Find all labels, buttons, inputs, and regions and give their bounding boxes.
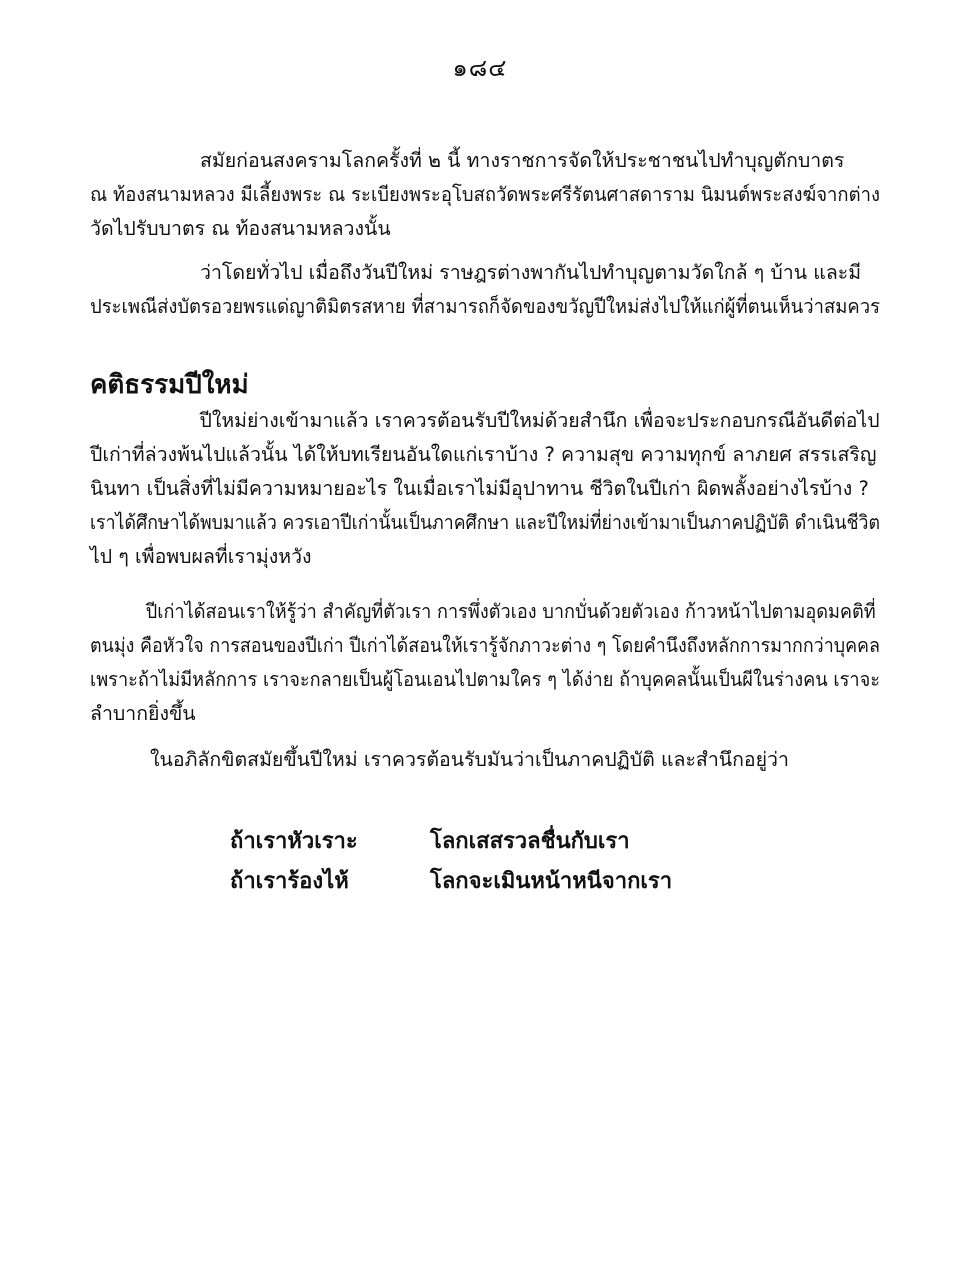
verse-line-left: ถ้าเราร้องไห้ (230, 869, 349, 894)
verse-block (230, 822, 790, 902)
paragraph-wartime-merit (90, 144, 880, 246)
paragraph-line: ปีเก่าได้สอนเราให้รู้ว่า สำคัญที่ตัวเรา การพึ่งตัวเอง บากบั่นด้วยตัวเอง ก้าวหน้าไปตามอุดมคติที่ (145, 600, 876, 623)
paragraph-line: นินทา เป็นสิ่งที่ไม่มีความหมายอะไร ในเมื่อเราไม่มีอุปาทาน ชีวิตในปีเก่า ผิดพลั้งอย่างไรบ้าง ? (90, 477, 869, 500)
paragraph-line: ในอภิลักขิตสมัยขึ้นปีใหม่ เราควรต้อนรับมันว่าเป็นภาคปฏิบัติ และสำนึกอยู่ว่า (150, 748, 789, 771)
verse-line-right: โลกจะเมินหน้าหนีจากเรา (430, 869, 673, 894)
paragraph-line: ณ ท้องสนามหลวง มีเลี้ยงพระ ณ ระเบียงพระอุโบสถวัดพระศรีรัตนศาสดาราม นิมนต์พระสงฆ์จากต่าง (90, 183, 880, 206)
section-heading: คติธรรมปีใหม่ (90, 370, 249, 400)
paragraph-line: ปีเก่าที่ล่วงพ้นไปแล้วนั้น ได้ให้บทเรียนอันใดแก่เราบ้าง ? ความสุข ความทุกข์ ลาภยศ สรรเสริญ (90, 443, 877, 466)
verse-line-right: โลกเสสรวลชื่นกับเรา (430, 829, 630, 854)
paragraph-line: ตนมุ่ง คือหัวใจ การสอนของปีเก่า ปีเก่าได้สอนให้เรารู้จักภาวะต่าง ๆ โดยคำนึงถึงหลักการมากกว่าบุคคล (90, 634, 880, 657)
paragraph-line: วัดไปรับบาตร ณ ท้องสนามหลวงนั้น (90, 217, 391, 240)
paragraph-line: เพราะถ้าไม่มีหลักการ เราจะกลายเป็นผู้โอนเอนไปตามใคร ๆ ได้ง่าย ถ้าบุคคลนั้นเป็นผีในร่างคน เราจะ (90, 668, 880, 691)
paragraph-new-year-custom (90, 256, 880, 324)
paragraph-line: ประเพณีส่งบัตรอวยพรแด่ญาติมิตรสหาย ที่สามารถก็จัดของขวัญปีใหม่ส่งไปให้แก่ผู้ที่ตนเห็นว่าสมควร (90, 295, 880, 318)
paragraph-line: สมัยก่อนสงครามโลกครั้งที่ ๒ นี้ ทางราชการจัดให้ประชาชนไปทำบุญตักบาตร (200, 149, 845, 172)
verse-line-left: ถ้าเราหัวเราะ (230, 829, 358, 854)
paragraph-line: ไป ๆ เพื่อพบผลที่เรามุ่งหวัง (90, 545, 312, 568)
paragraph-new-year-reflection (90, 404, 880, 574)
verse-row (230, 822, 790, 862)
page-number: ๑๘๔ (452, 54, 508, 82)
paragraph-line: ว่าโดยทั่วไป เมื่อถึงวันปีใหม่ ราษฎรต่างพากันไปทำบุญตามวัดใกล้ ๆ บ้าน และมี (200, 261, 862, 284)
paragraph-new-year-welcome (90, 743, 880, 777)
paragraph-line: เราได้ศึกษาได้พบมาแล้ว ควรเอาปีเก่านั้นเป็นภาคศึกษา และปีใหม่ที่ย่างเข้ามาเป็นภาคปฏิบัติ ดำเนินชีวิต (90, 511, 881, 534)
paragraph-line: ปีใหม่ย่างเข้ามาแล้ว เราควรต้อนรับปีใหม่ด้วยสำนึก เพื่อจะประกอบกรณีอันดีต่อไป (199, 409, 880, 432)
paragraph-line: ลำบากยิ่งขึ้น (90, 702, 196, 725)
paragraph-old-year-lessons (90, 595, 880, 731)
verse-row (230, 862, 790, 902)
